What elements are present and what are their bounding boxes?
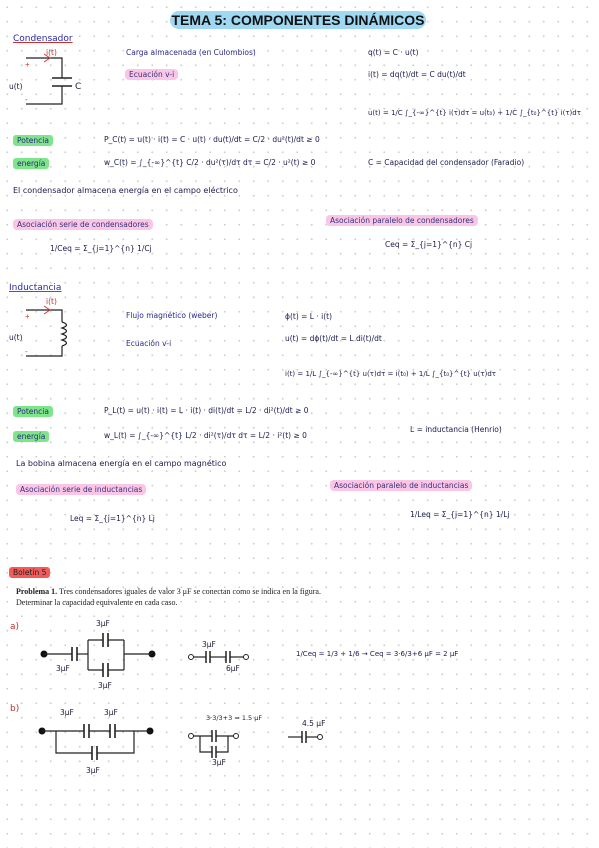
part-b-reduced-top: 3·3/3+3 = 1.5 μF: [206, 714, 263, 722]
ind-vi-label: Ecuación v-i: [126, 339, 172, 348]
part-b-result: 4.5 μF: [302, 719, 326, 728]
cap-power-equation: P_C(t) = u(t) · i(t) = C · u(t) · du(t)/dt = C/2 · du²(t)/dt ≥ 0: [104, 135, 320, 144]
part-b-final-circuit: [288, 731, 328, 743]
capacity-note: C = Capacidad del condensador (Faradio): [368, 158, 525, 167]
cap-power-tag: Potencia: [13, 135, 53, 146]
ind-series-equation: Leq = Σ_{j=1}^{n} Lj: [70, 514, 155, 523]
problem-text: Tres condensadores iguales de valor 3 μF se conectan como se indica en la figura. Determinar la capacidad equivalente en cada caso.: [16, 587, 321, 607]
part-a-reduced-circuit: [188, 650, 258, 664]
ind-voltage-label: u(t): [9, 333, 23, 342]
page-title: TEMA 5: COMPONENTES DINÁMICOS: [171, 12, 425, 28]
svg-text:+: +: [25, 60, 30, 69]
cap-current-label: i(t): [46, 48, 57, 57]
part-a-circuit: [40, 628, 160, 688]
part-a-reduced-left: 3μF: [202, 640, 216, 649]
inductancia-heading: Inductancia: [9, 283, 62, 293]
charge-equation: q(t) = C · u(t): [368, 48, 419, 57]
condensador-heading: Condensador: [13, 34, 73, 44]
ind-current-label: i(t): [46, 297, 57, 306]
ind-parallel-tag: Asociación paralelo de inductancias: [330, 480, 472, 491]
ind-energy-tag: energía: [13, 431, 49, 442]
part-b-cap-top-right: 3μF: [104, 708, 118, 717]
inductance-note: L = inductancia (Henrio): [410, 425, 502, 434]
part-b-cap-top-left: 3μF: [60, 708, 74, 717]
charge-label: Carga almacenada (en Culombios): [126, 48, 256, 57]
part-a-cap-top: 3μF: [96, 619, 110, 628]
part-b-reduced-bottom: 3μF: [212, 758, 226, 767]
part-a-reduced-right: 6μF: [226, 664, 240, 673]
part-b-label: b): [10, 704, 20, 714]
ind-storage-note: La bobina almacena energía en el campo magnético: [16, 459, 227, 468]
flux-label: Flujo magnético (weber): [126, 311, 218, 320]
ind-power-equation: P_L(t) = u(t) · i(t) = L · i(t) · di(t)/dt = L/2 · di²(t)/dt ≥ 0: [104, 406, 309, 415]
part-b-reduced-circuit: [188, 726, 248, 762]
part-a-label: a): [10, 622, 20, 632]
part-a-cap-left: 3μF: [56, 664, 70, 673]
cap-energy-tag: energía: [13, 158, 49, 169]
part-a-cap-bottom: 3μF: [98, 681, 112, 690]
capacitor-circuit-diagram: [22, 52, 92, 112]
cap-energy-equation: w_C(t) = ∫_{-∞}^{t} C/2 · du²(τ)/dτ dτ = C/2 · u²(t) ≥ 0: [104, 158, 316, 167]
cap-voltage-equation: u(t) = 1/C ∫_{-∞}^{t} i(τ)dτ = u(t₀) + 1/C ∫_{t₀}^{t} i(τ)dτ: [368, 109, 581, 117]
problem-statement: [16, 586, 346, 608]
cap-parallel-tag: Asociación paralelo de condensadores: [326, 215, 478, 226]
cap-series-tag: Asociación serie de condensadores: [13, 219, 153, 230]
ind-parallel-equation: 1/Leq = Σ_{j=1}^{n} 1/Lj: [410, 510, 510, 519]
problem-label: Problema 1.: [16, 587, 58, 596]
part-a-result: 1/Ceq = 1/3 + 1/6 → Ceq = 3·6/3+6 μF = 2 μF: [296, 650, 459, 658]
ind-power-tag: Potencia: [13, 406, 53, 417]
svg-text:-: -: [25, 95, 28, 104]
ind-voltage-equation: u(t) = dϕ(t)/dt = L di(t)/dt: [285, 334, 382, 343]
ind-energy-equation: w_L(t) = ∫_{-∞}^{t} L/2 · di²(τ)/dτ dτ = L/2 · i²(t) ≥ 0: [104, 431, 307, 440]
part-b-cap-bottom: 3μF: [86, 766, 100, 775]
cap-current-equation: i(t) = dq(t)/dt = C du(t)/dt: [368, 70, 466, 79]
flux-equation: ϕ(t) = L · i(t): [285, 312, 332, 321]
svg-text:+: +: [25, 312, 30, 321]
cap-voltage-label: u(t): [9, 82, 23, 91]
inductor-circuit-diagram: [22, 304, 92, 362]
svg-text:-: -: [25, 347, 28, 356]
cap-storage-note: El condensador almacena energía en el campo eléctrico: [13, 186, 238, 195]
cap-vi-label: Ecuación v-i: [125, 69, 178, 80]
ind-series-tag: Asociación serie de inductancias: [16, 484, 146, 495]
cap-series-equation: 1/Ceq = Σ_{j=1}^{n} 1/Cj: [50, 244, 152, 253]
cap-component-label: C: [75, 82, 82, 92]
cap-parallel-equation: Ceq = Σ_{j=1}^{n} Cj: [385, 240, 473, 249]
ind-current-equation: i(t) = 1/L ∫_{-∞}^{t} u(τ)dτ = i(t₀) + 1/L ∫_{t₀}^{t} u(τ)dτ: [285, 370, 496, 378]
boletin-tag: Boletín 5: [9, 567, 50, 578]
